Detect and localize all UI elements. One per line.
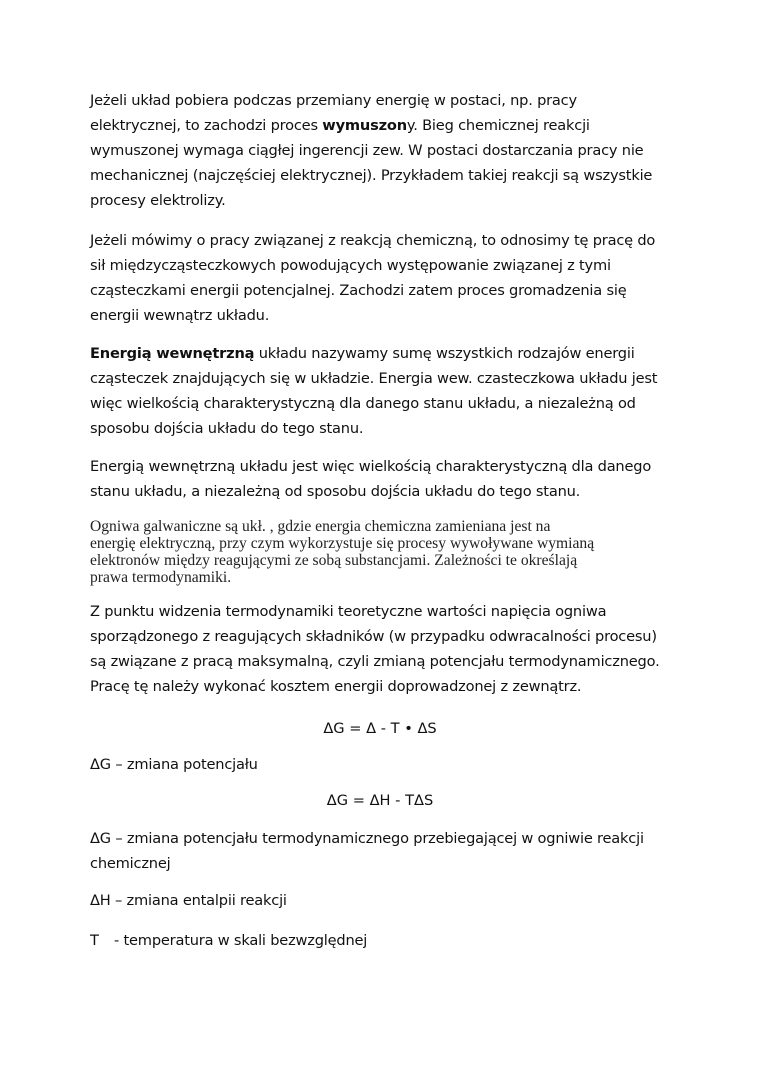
- text-line: elektronów między reagującymi ze sobą substancjami. Zależności te określają: [90, 552, 578, 569]
- definition-temperature: [90, 928, 690, 953]
- paragraph-chemical-work: [90, 228, 690, 328]
- text-line: elektrycznej, to zachodzi proces wymuszony. Bieg chemicznej reakcji: [90, 117, 590, 134]
- text-line: cząsteczkami energii potencjalnej. Zachodzi zatem proces gromadzenia się: [90, 282, 627, 299]
- definition-delta-h: ΔH – zmiana entalpii reakcji: [90, 892, 287, 909]
- text-line: sił międzycząsteczkowych powodujących występowanie związanej z tymi: [90, 257, 611, 274]
- text-line: sposobu dojścia układu do tego stanu.: [90, 420, 364, 437]
- text-line: stanu układu, a niezależną od sposobu dojścia układu do tego stanu.: [90, 483, 581, 500]
- text-line: Z punktu widzenia termodynamiki teoretyczne wartości napięcia ogniwa: [90, 603, 607, 620]
- paragraph-thermodynamics: [90, 599, 690, 699]
- text-line: procesy elektrolizy.: [90, 192, 226, 209]
- text-line: cząsteczek znajdujących się w układzie. Energia wew. czasteczkowa układu jest: [90, 370, 658, 387]
- text-line: prawa termodynamiki.: [90, 569, 232, 586]
- text-line: Pracę tę należy wykonać kosztem energii doprowadzonej z zewnątrz.: [90, 678, 582, 695]
- text-line: wymuszonej wymaga ciągłej ingerencji zew. W postaci dostarczania pracy nie: [90, 142, 644, 159]
- definition-delta-g-full: [90, 826, 690, 876]
- bold-term: Energią wewnętrzną: [90, 345, 255, 362]
- text-line: sporządzonego z reagujących składników (w przypadku odwracalności procesu): [90, 628, 657, 645]
- text-line: ΔG – zmiana potencjału termodynamicznego przebiegającej w ogniwie reakcji: [90, 830, 644, 847]
- text-line: Jeżeli układ pobiera podczas przemiany energię w postaci, np. pracy: [90, 92, 577, 109]
- bold-term: wymuszon: [322, 117, 407, 134]
- equation-gibbs-2: ΔG = ΔH - TΔS: [326, 792, 434, 809]
- text-line: energii wewnątrz układu.: [90, 307, 270, 324]
- text-line: Energią wewnętrzną układu nazywamy sumę wszystkich rodzajów energii: [90, 345, 635, 362]
- paragraph-internal-energy-definition: [90, 341, 690, 441]
- text-line: są związane z pracą maksymalną, czyli zmianą potencjału termodynamicznego.: [90, 653, 660, 670]
- text-line: Energią wewnętrzną układu jest więc wielkością charakterystyczną dla danego: [90, 458, 652, 475]
- equation-gibbs-1: ΔG = Δ - T • ΔS: [323, 720, 437, 737]
- paragraph-internal-energy-state: [90, 454, 690, 504]
- temperature-symbol: T: [90, 932, 99, 949]
- paragraph-galvanic-cells: [90, 518, 690, 586]
- paragraph-forced-process: [90, 88, 690, 213]
- temperature-text: - temperatura w skali bezwzględnej: [114, 932, 368, 949]
- text-line: Jeżeli mówimy o pracy związanej z reakcją chemiczną, to odnosimy tę pracę do: [90, 232, 656, 249]
- text-line: mechanicznej (najczęściej elektrycznej). Przykładem takiej reakcji są wszystkie: [90, 167, 653, 184]
- text-line: Ogniwa galwaniczne są ukł. , gdzie energia chemiczna zamieniana jest na: [90, 518, 551, 535]
- definition-delta-g: ΔG – zmiana potencjału: [90, 756, 258, 773]
- text-line: chemicznej: [90, 855, 171, 872]
- text-line: więc wielkością charakterystyczną dla danego stanu układu, a niezależną od: [90, 395, 636, 412]
- text-line: energię elektryczną, przy czym wykorzystuje się procesy wywoływane wymianą: [90, 535, 595, 552]
